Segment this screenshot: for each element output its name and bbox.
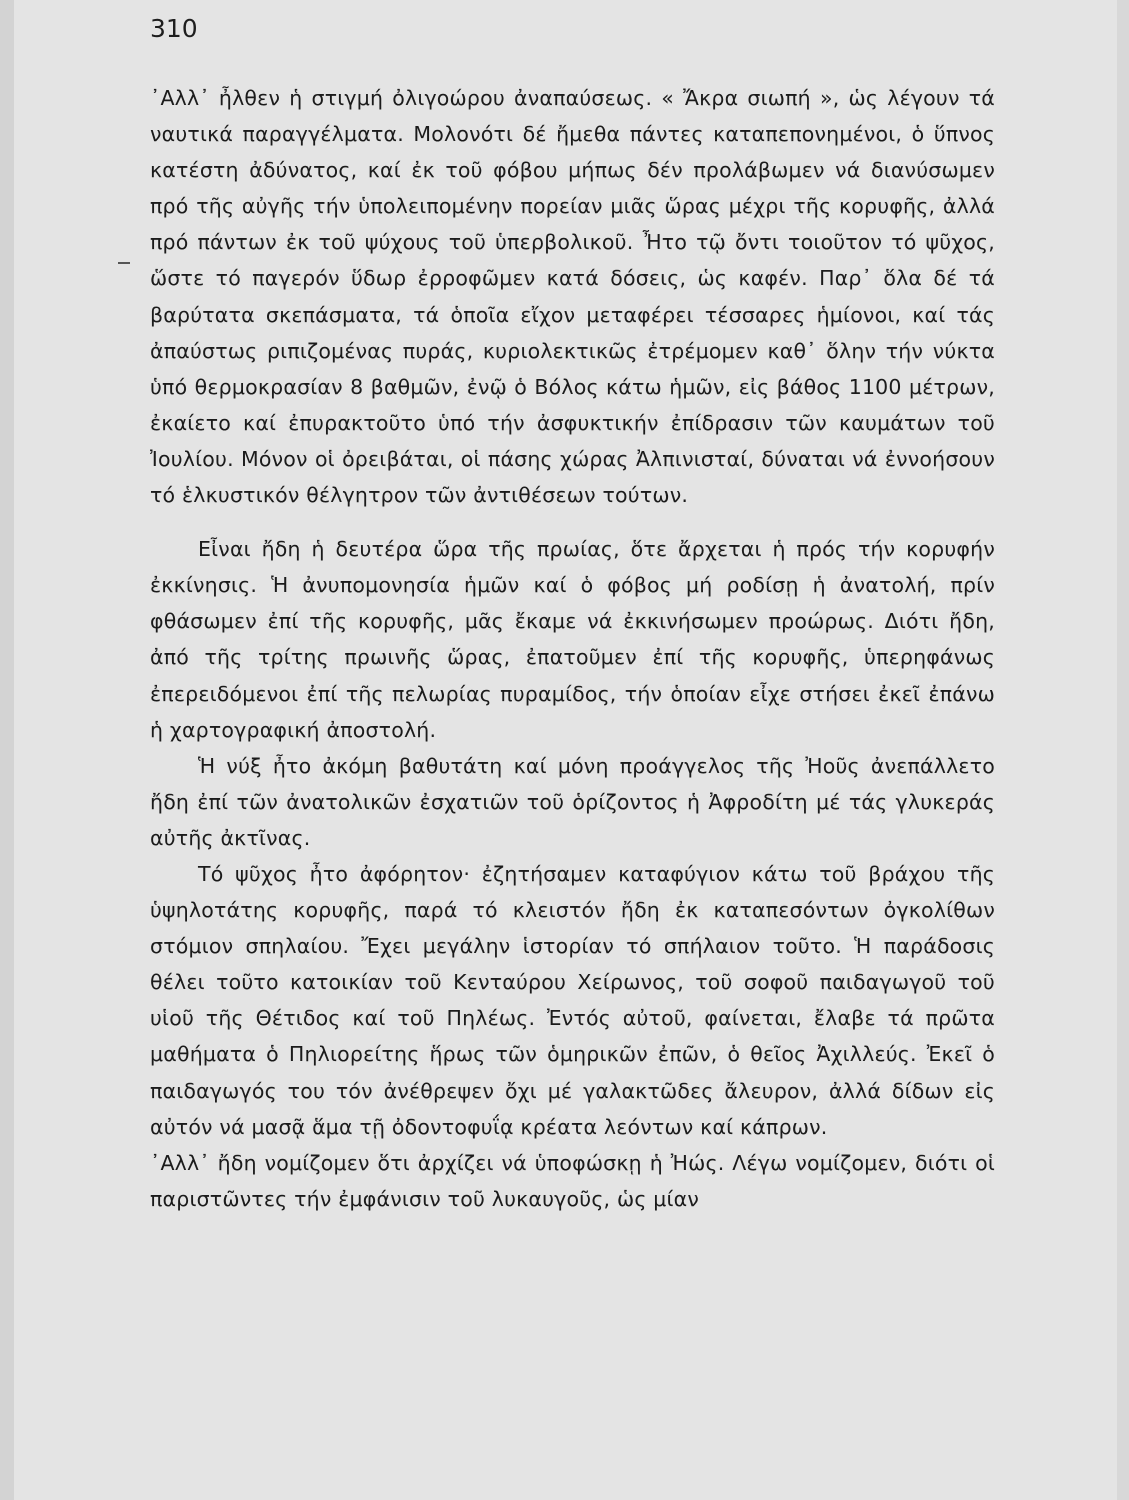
paragraph-5: ᾿Αλλ᾿ ἤδη νομίζομεν ὅτι ἀρχίζει νά ὑποφώσκῃ ἡ Ἠώς. Λέγω νομίζομεν, διότι οἱ παριστῶντες τήν ἐμφάνισιν τοῦ λυκαυγοῦς, ὡς μίαν xyxy=(150,1150,995,1211)
page-number: 310 xyxy=(150,14,198,43)
paragraph-4: Τό ψῦχος ἦτο ἀφόρητον· ἐζητήσαμεν καταφύγιον κάτω τοῦ βράχου τῆς ὑψηλοτάτης κορυφῆς, παρά τό κλειστόν ἤδη ἐκ καταπεσόντων ὀγκολίθων στόμιον σπηλαίου. Ἔχει μεγάλην ἱστορίαν τό σπήλαιον τοῦτο. Ἡ παράδοσις θέλει τοῦτο κατοικίαν τοῦ Κενταύρου Χείρωνος, τοῦ σοφοῦ παιδαγωγοῦ τοῦ υἱοῦ τῆς Θέτιδος καί τοῦ Πηλέως. Ἐντός αὐτοῦ, φαίνεται, ἔλαβε τά πρῶτα μαθήματα ὁ Πηλιορείτης ἥρως τῶν ὁμηρικῶν ἐπῶν, ὁ θεῖος Ἀχιλλεύς. Ἐκεῖ ὁ παιδαγωγός του τόν ἀνέθρεψεν ὄχι μέ γαλακτῶδες ἄλευρον, ἀλλά δίδων εἰς αὐτόν νά μασᾷ ἅμα τῇ ὀδοντοφυΐᾳ κρέατα λεόντων καί κάπρων. xyxy=(150,861,995,1139)
paragraph-3: Ἡ νύξ ἦτο ἀκόμη βαθυτάτη καί μόνη προάγγελος τῆς Ἠοῦς ἀνεπάλλετο ἤδη ἐπί τῶν ἀνατολικῶν ἐσχατιῶν τοῦ ὁρίζοντος ἡ Ἀφροδίτη μέ τάς γλυκεράς αὐτῆς ἀκτῖνας. xyxy=(150,753,995,850)
paragraph-2: Εἶναι ἤδη ἡ δευτέρα ὥρα τῆς πρωίας, ὅτε ἄρχεται ἡ πρός τήν κορυφήν ἐκκίνησις. Ἡ ἀνυπομονησία ἡμῶν καί ὁ φόβος μή ροδίσῃ ἡ ἀνατολή, πρίν φθάσωμεν ἐπί τῆς κορυφῆς, μᾶς ἔκαμε νά ἐκκινήσωμεν προώρως. Διότι ἤδη, ἀπό τῆς τρίτης πρωινῆς ὥρας, ἐπατοῦμεν ἐπί τῆς κορυφῆς, ὑπερηφάνως ἐπερειδόμενοι ἐπί τῆς πελωρίας πυραμίδος, τήν ὁποίαν εἶχε στήσει ἐκεῖ ἐπάνω ἡ χαρτογραφική ἀποστολή. xyxy=(150,537,995,742)
paragraph-1: ᾿Αλλ᾿ ἦλθεν ἡ στιγμή ὀλιγοώρου ἀναπαύσεως. « Ἄκρα σιωπή », ὡς λέγουν τά ναυτικά παραγγέλματα. Μολονότι δέ ἤμεθα πάντες καταπεπονημένοι, ὁ ὕπνος κατέστη ἀδύνατος, καί ἐκ τοῦ φόβου μήπως δέν προλάβωμεν νά διανύσωμεν πρό τῆς αὐγῆς τήν ὑπολειπομένην πορείαν μιᾶς ὥρας μέχρι τῆς κορυφῆς, ἀλλά πρό πάντων ἐκ τοῦ ψύχους τοῦ ὑπερβολικοῦ. Ἦτο τῷ ὄντι τοιοῦτον τό ψῦχος, ὥστε τό παγερόν ὕδωρ ἐρροφῶμεν κατά δόσεις, ὡς καφέν. Παρ᾿ ὅλα δέ τά βαρύτατα σκεπάσματα, τά ὁποῖα εἴχον μεταφέρει τέσσαρες ἡμίονοι, καί τάς ἀπαύστως ριπιζομένας πυράς, κυριολεκτικῶς ἐτρέμομεν καθ᾿ ὅλην τήν νύκτα ὑπό θερμοκρασίαν 8 βαθμῶν, ἐνῷ ὁ Βόλος κάτω ἡμῶν, εἰς βάθος 1100 μέτρων, ἐκαίετο καί ἐπυρακτοῦτο ὑπό τήν ἀσφυκτικήν ἐπίδρασιν τῶν καυμάτων τοῦ Ἰουλίου. Μόνον οἱ ὀρειβάται, οἱ πάσης χώρας Ἀλπινισταί, δύναται νά ἐννοήσουν τό ἑλκυστικόν θέλγητρον τῶν ἀντιθέσεων τούτων. xyxy=(150,86,995,508)
body-text xyxy=(150,80,995,1217)
margin-mark xyxy=(118,262,130,264)
left-page-edge xyxy=(0,0,14,1500)
right-page-edge xyxy=(1117,0,1129,1500)
